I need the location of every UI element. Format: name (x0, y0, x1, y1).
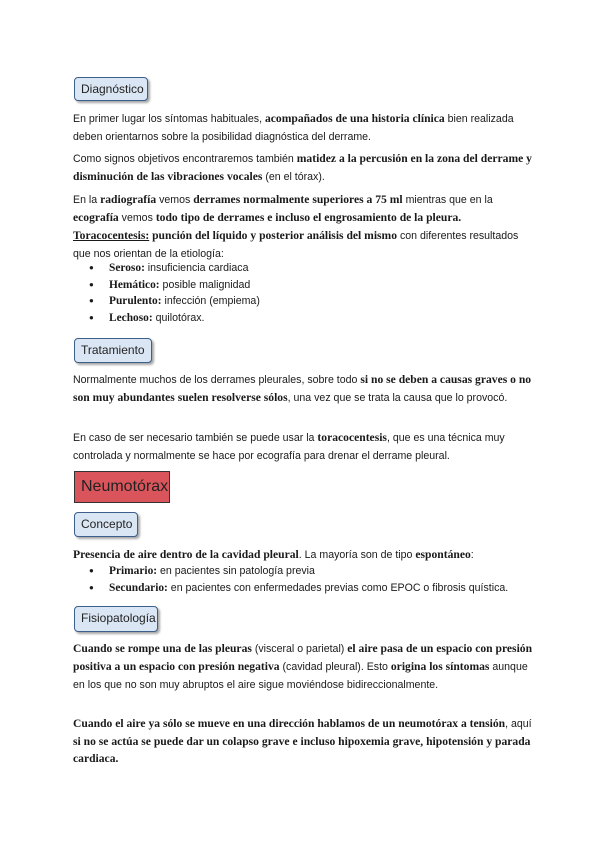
heading-diagnostico: Diagnóstico (74, 77, 148, 101)
list-item: ● Secundario: en pacientes con enfermedades previas como EPOC o fibrosis quística. (73, 580, 543, 597)
fisiopatologia-paragraph-2: Cuando el aire ya sólo se mueve en una dirección hablamos de un neumotórax a tensión, aquí si no se actúa se puede dar un colapso grave e incluso hipoxemia grave, hipotensión y parada cardiaca. (73, 717, 532, 765)
diagnostico-paragraph-3: En la radiografía vemos derrames normalmente superiores a 75 ml mientras que en la ecografía vemos todo tipo de derrames e incluso el engrosamiento de la pleura. Toracocentesis: punción del líquido y posterior análisis del mismo con diferentes resultados que nos orientan de la etiología: (73, 193, 519, 260)
diagnostico-paragraph-2: Como signos objetivos encontraremos también matidez a la percusión en la zona del derrame y disminución de las vibraciones vocales (en el tórax). (73, 152, 532, 183)
list-item: ● Purulento: infección (empiema) (73, 293, 543, 310)
list-item: ● Seroso: insuficiencia cardiaca (73, 260, 543, 277)
list-item: ● Lechoso: quilotórax. (73, 310, 543, 327)
tipos-list (73, 563, 543, 596)
heading-neumotorax: Neumotórax (74, 471, 170, 503)
etiologia-list (73, 260, 543, 326)
heading-fisiopatologia: Fisiopatología (74, 606, 158, 632)
heading-tratamiento: Tratamiento (74, 338, 152, 363)
fisiopatologia-paragraph-1: Cuando se rompe una de las pleuras (visceral o parietal) el aire pasa de un espacio con presión positiva a un espacio con presión negativa (cavidad pleural). Esto origina los síntomas aunque en los que no son muy abruptos el aire sigue moviéndose bidireccionalmente. (73, 642, 533, 691)
tratamiento-paragraph-2: En caso de ser necesario también se puede usar la toracocentesis, que es una técnica muy controlada y normalmente se hace por ecografía para drenar el derrame pleural. (73, 431, 505, 462)
diagnostico-paragraph-1: En primer lugar los síntomas habituales, acompañados de una historia clínica bien realizada deben orientarnos sobre la posibilidad diagnóstica del derrame. (73, 112, 514, 143)
tratamiento-paragraph-1: Normalmente muchos de los derrames pleurales, sobre todo si no se deben a causas graves o no son muy abundantes suelen resolverse sólos, una vez que se trata la causa que lo provocó. (73, 373, 532, 404)
concepto-paragraph-1: Presencia de aire dentro de la cavidad pleural. La mayoría son de tipo espontáneo: (73, 548, 474, 561)
list-item: ● Primario: en pacientes sin patología previa (73, 563, 543, 580)
heading-concepto: Concepto (74, 512, 138, 537)
list-item: ● Hemático: posible malignidad (73, 277, 543, 294)
